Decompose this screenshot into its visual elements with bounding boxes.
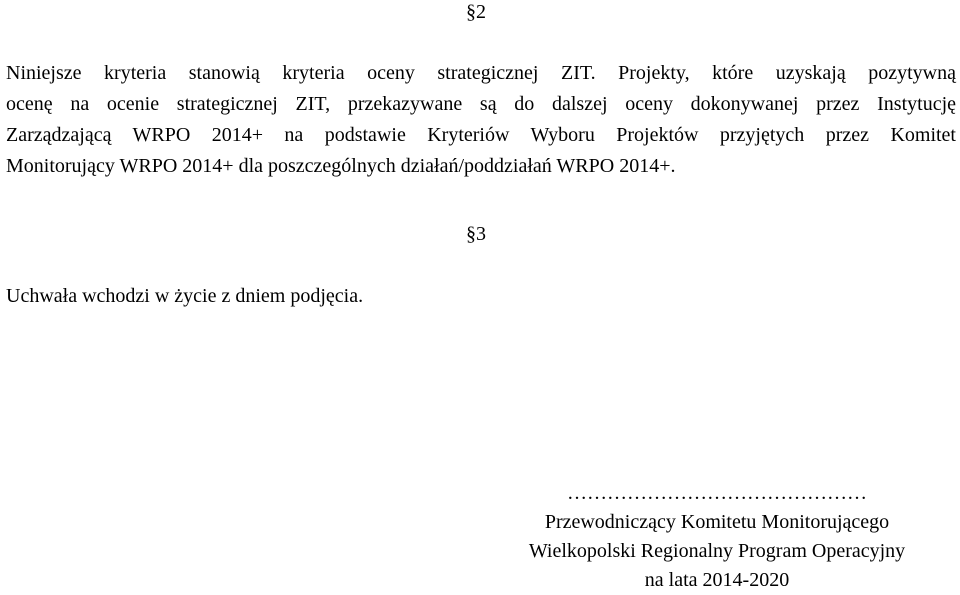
paragraph-line: Niniejsze kryteria stanowią kryteria oceny strategicznej ZIT. Projekty, które uzyskają pozytywną: [6, 62, 956, 84]
section-heading-3: §3: [466, 223, 486, 245]
paragraph-line: Uchwała wchodzi w życie z dniem podjęcia.: [6, 285, 364, 307]
signature-program: Wielkopolski Regionalny Program Operacyjny: [528, 540, 906, 562]
signature-dots: ………………………………………: [567, 482, 867, 504]
signature-period: na lata 2014-2020: [644, 569, 790, 591]
paragraph-effective-date: [6, 281, 956, 312]
paragraph-line: Monitorujący WRPO 2014+ dla poszczególnych działań/poddziałań WRPO 2014+.: [6, 155, 676, 177]
signature-block: [480, 479, 954, 595]
paragraph-line: ocenę na ocenie strategicznej ZIT, przekazywane są do dalszej oceny dokonywanej przez Instytucję: [6, 93, 956, 115]
paragraph-line: Zarządzającą WRPO 2014+ na podstawie Kryteriów Wyboru Projektów przyjętych przez Komitet: [6, 124, 956, 146]
section-heading-2: §2: [466, 1, 486, 23]
signature-title: Przewodniczący Komitetu Monitorującego: [544, 511, 890, 533]
paragraph-criteria: [6, 58, 956, 182]
